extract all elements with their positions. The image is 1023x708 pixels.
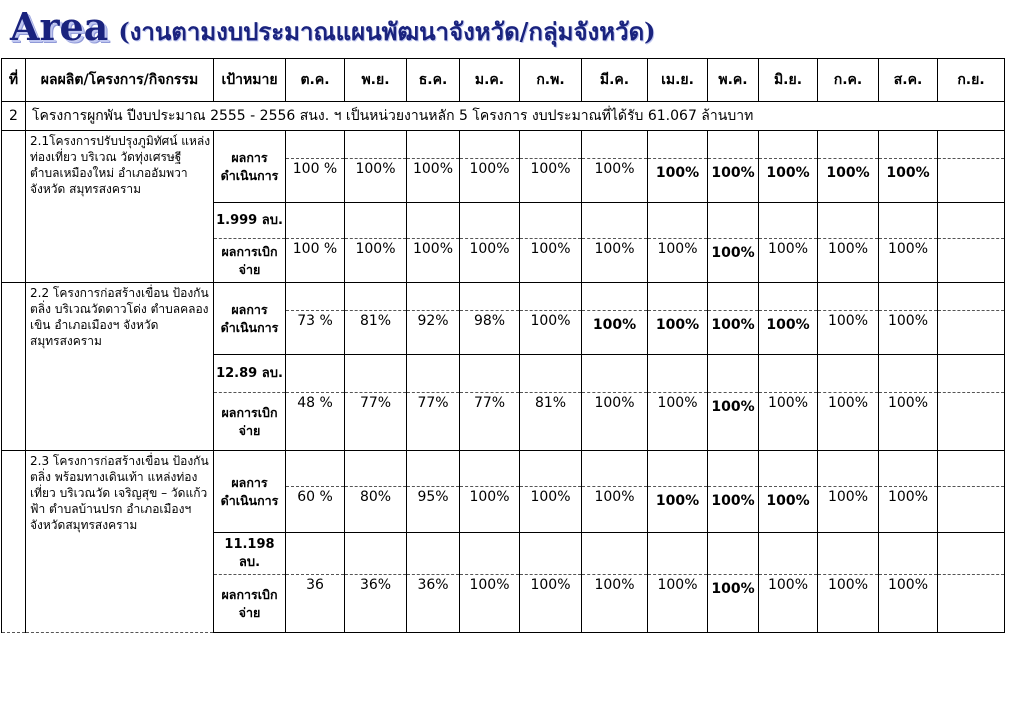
performance-value: 100% bbox=[648, 487, 708, 533]
disbursement-value: 100% bbox=[759, 575, 818, 633]
disbursement-value: 100% bbox=[879, 575, 938, 633]
header-target: เป้าหมาย bbox=[214, 59, 286, 102]
performance-value: 100% bbox=[879, 311, 938, 355]
performance-value bbox=[938, 311, 1005, 355]
header-month: ก.ย. bbox=[938, 59, 1005, 102]
month-cell bbox=[879, 451, 938, 487]
month-cell bbox=[648, 203, 708, 239]
disbursement-value: 100% bbox=[759, 393, 818, 451]
month-cell bbox=[759, 203, 818, 239]
performance-value: 100% bbox=[582, 159, 648, 203]
month-cell bbox=[879, 203, 938, 239]
disbursement-value: 100% bbox=[818, 575, 879, 633]
month-cell bbox=[520, 451, 582, 487]
performance-value: 100% bbox=[520, 487, 582, 533]
performance-value: 100% bbox=[648, 159, 708, 203]
header-output: ผลผลิต/โครงการ/กิจกรรม bbox=[26, 59, 214, 102]
disbursement-value: 36 bbox=[286, 575, 345, 633]
performance-value: 73 % bbox=[286, 311, 345, 355]
month-cell bbox=[818, 203, 879, 239]
month-cell bbox=[818, 451, 879, 487]
month-cell bbox=[879, 355, 938, 393]
program-row bbox=[2, 102, 1005, 131]
month-cell bbox=[648, 355, 708, 393]
project-performance-top-row bbox=[2, 451, 1005, 487]
month-cell bbox=[879, 283, 938, 311]
month-cell bbox=[460, 131, 520, 159]
header-month: ก.พ. bbox=[520, 59, 582, 102]
header-month: มิ.ย. bbox=[759, 59, 818, 102]
disbursement-value: 100% bbox=[460, 239, 520, 283]
disbursement-label: ผลการเบิกจ่าย bbox=[214, 239, 286, 283]
month-cell bbox=[759, 451, 818, 487]
performance-value: 100% bbox=[345, 159, 407, 203]
disbursement-value: 100% bbox=[708, 239, 759, 283]
month-cell bbox=[582, 451, 648, 487]
project-name: 2.3 โครงการก่อสร้างเขื่อน ป้องกันตลิ่ง พร้อมทางเดินเท้า แหล่งท่องเที่ยว บริเวณวัด เจริญสุข – วัดแก้วฟ้า ตำบลบ้านปรก อำเภอเมืองฯ จังหวัดสมุทรสงคราม bbox=[26, 451, 214, 633]
program-no: 2 bbox=[2, 102, 26, 131]
header-no: ที่ bbox=[2, 59, 26, 102]
month-cell bbox=[407, 533, 460, 575]
performance-value: 100% bbox=[708, 159, 759, 203]
disbursement-value: 100% bbox=[648, 575, 708, 633]
month-cell bbox=[708, 451, 759, 487]
month-cell bbox=[582, 131, 648, 159]
performance-value: 100% bbox=[520, 159, 582, 203]
disbursement-value bbox=[938, 575, 1005, 633]
disbursement-value: 100% bbox=[759, 239, 818, 283]
budget-value: 1.999 ลบ. bbox=[214, 203, 286, 239]
month-cell bbox=[938, 131, 1005, 159]
performance-value: 100% bbox=[520, 311, 582, 355]
performance-value: 100% bbox=[708, 311, 759, 355]
month-cell bbox=[648, 131, 708, 159]
month-cell bbox=[818, 283, 879, 311]
project-row-no bbox=[2, 131, 26, 283]
header-month: มี.ค. bbox=[582, 59, 648, 102]
disbursement-value: 77% bbox=[460, 393, 520, 451]
disbursement-value: 36% bbox=[407, 575, 460, 633]
performance-value: 100% bbox=[818, 311, 879, 355]
month-cell bbox=[582, 355, 648, 393]
month-cell bbox=[879, 533, 938, 575]
header-month: ก.ค. bbox=[818, 59, 879, 102]
disbursement-value: 100% bbox=[879, 239, 938, 283]
project-row-no bbox=[2, 283, 26, 451]
disbursement-value: 100% bbox=[345, 239, 407, 283]
performance-value: 92% bbox=[407, 311, 460, 355]
disbursement-value: 100% bbox=[879, 393, 938, 451]
performance-value: 60 % bbox=[286, 487, 345, 533]
performance-value: 100% bbox=[879, 487, 938, 533]
month-cell bbox=[879, 131, 938, 159]
month-cell bbox=[759, 533, 818, 575]
disbursement-value: 48 % bbox=[286, 393, 345, 451]
month-cell bbox=[818, 131, 879, 159]
month-cell bbox=[759, 355, 818, 393]
disbursement-value: 100% bbox=[520, 239, 582, 283]
month-cell bbox=[345, 131, 407, 159]
month-cell bbox=[938, 203, 1005, 239]
month-cell bbox=[286, 533, 345, 575]
month-cell bbox=[708, 131, 759, 159]
disbursement-value: 36% bbox=[345, 575, 407, 633]
header-month: ส.ค. bbox=[879, 59, 938, 102]
performance-value: 100% bbox=[759, 487, 818, 533]
month-cell bbox=[520, 203, 582, 239]
page-title bbox=[10, 4, 656, 52]
month-cell bbox=[520, 283, 582, 311]
month-cell bbox=[345, 533, 407, 575]
performance-value: 100% bbox=[708, 487, 759, 533]
month-cell bbox=[460, 533, 520, 575]
month-cell bbox=[460, 451, 520, 487]
month-cell bbox=[582, 283, 648, 311]
disbursement-value bbox=[938, 239, 1005, 283]
disbursement-value: 100 % bbox=[286, 239, 345, 283]
month-cell bbox=[648, 451, 708, 487]
project-name: 2.1โครงการปรับปรุงภูมิทัศน์ แหล่งท่องเที่ยว บริเวณ วัดทุ่งเศรษฐี ตำบลเหมืองใหม่ อำเภออัมพวา จังหวัด สมุทรสงคราม bbox=[26, 131, 214, 283]
project-row-no bbox=[2, 451, 26, 633]
performance-value: 81% bbox=[345, 311, 407, 355]
disbursement-label: ผลการเบิกจ่าย bbox=[214, 393, 286, 451]
month-cell bbox=[345, 451, 407, 487]
disbursement-value bbox=[938, 393, 1005, 451]
month-cell bbox=[708, 533, 759, 575]
disbursement-value: 77% bbox=[407, 393, 460, 451]
month-cell bbox=[520, 131, 582, 159]
progress-table bbox=[1, 58, 1005, 633]
performance-label: ผลการดำเนินการ bbox=[214, 131, 286, 203]
month-cell bbox=[818, 533, 879, 575]
month-cell bbox=[708, 203, 759, 239]
month-cell bbox=[818, 355, 879, 393]
disbursement-value: 100% bbox=[708, 393, 759, 451]
performance-value: 100 % bbox=[286, 159, 345, 203]
disbursement-value: 100% bbox=[818, 239, 879, 283]
disbursement-value: 100% bbox=[582, 393, 648, 451]
performance-label: ผลการดำเนินการ bbox=[214, 451, 286, 533]
month-cell bbox=[460, 203, 520, 239]
performance-value: 100% bbox=[759, 311, 818, 355]
title-main: Area bbox=[10, 4, 109, 49]
disbursement-label: ผลการเบิกจ่าย bbox=[214, 575, 286, 633]
month-cell bbox=[286, 355, 345, 393]
budget-value: 12.89 ลบ. bbox=[214, 355, 286, 393]
performance-value bbox=[938, 487, 1005, 533]
header-month: ม.ค. bbox=[460, 59, 520, 102]
disbursement-value: 100% bbox=[708, 575, 759, 633]
month-cell bbox=[582, 533, 648, 575]
performance-value: 100% bbox=[582, 487, 648, 533]
project-performance-top-row bbox=[2, 283, 1005, 311]
program-description: โครงการผูกพัน ปีงบประมาณ 2555 - 2556 สนง. ฯ เป็นหน่วยงานหลัก 5 โครงการ งบประมาณที่ได้รับ 61.067 ล้านบาท bbox=[26, 102, 1005, 131]
disbursement-value: 77% bbox=[345, 393, 407, 451]
disbursement-value: 100% bbox=[818, 393, 879, 451]
month-cell bbox=[286, 203, 345, 239]
month-cell bbox=[582, 203, 648, 239]
month-cell bbox=[286, 451, 345, 487]
project-performance-top-row bbox=[2, 131, 1005, 159]
disbursement-value: 81% bbox=[520, 393, 582, 451]
month-cell bbox=[407, 203, 460, 239]
header-month: ธ.ค. bbox=[407, 59, 460, 102]
header-month: เม.ย. bbox=[648, 59, 708, 102]
month-cell bbox=[520, 355, 582, 393]
header-row bbox=[2, 59, 1005, 102]
disbursement-value: 100% bbox=[648, 393, 708, 451]
performance-value: 80% bbox=[345, 487, 407, 533]
month-cell bbox=[759, 131, 818, 159]
disbursement-value: 100% bbox=[520, 575, 582, 633]
header-month: ต.ค. bbox=[286, 59, 345, 102]
performance-value: 100% bbox=[818, 159, 879, 203]
month-cell bbox=[460, 283, 520, 311]
header-month: พ.ค. bbox=[708, 59, 759, 102]
month-cell bbox=[759, 283, 818, 311]
month-cell bbox=[407, 355, 460, 393]
performance-value bbox=[938, 159, 1005, 203]
performance-value: 100% bbox=[582, 311, 648, 355]
month-cell bbox=[708, 355, 759, 393]
month-cell bbox=[286, 283, 345, 311]
performance-value: 100% bbox=[460, 159, 520, 203]
month-cell bbox=[648, 533, 708, 575]
month-cell bbox=[407, 131, 460, 159]
performance-value: 100% bbox=[648, 311, 708, 355]
performance-value: 95% bbox=[407, 487, 460, 533]
month-cell bbox=[345, 283, 407, 311]
month-cell bbox=[520, 533, 582, 575]
month-cell bbox=[938, 451, 1005, 487]
disbursement-value: 100% bbox=[582, 575, 648, 633]
performance-value: 100% bbox=[407, 159, 460, 203]
month-cell bbox=[407, 451, 460, 487]
performance-value: 100% bbox=[879, 159, 938, 203]
month-cell bbox=[938, 283, 1005, 311]
performance-value: 100% bbox=[759, 159, 818, 203]
month-cell bbox=[648, 283, 708, 311]
disbursement-value: 100% bbox=[582, 239, 648, 283]
month-cell bbox=[938, 533, 1005, 575]
project-name: 2.2 โครงการก่อสร้างเขื่อน ป้องกันตลิ่ง บริเวณวัดดาวโด่ง ตำบลคลองเขิน อำเภอเมืองฯ จังหวัดสมุทรสงคราม bbox=[26, 283, 214, 451]
budget-value: 11.198 ลบ. bbox=[214, 533, 286, 575]
disbursement-value: 100% bbox=[407, 239, 460, 283]
performance-value: 100% bbox=[818, 487, 879, 533]
disbursement-value: 100% bbox=[460, 575, 520, 633]
month-cell bbox=[345, 355, 407, 393]
month-cell bbox=[407, 283, 460, 311]
disbursement-value: 100% bbox=[648, 239, 708, 283]
performance-label: ผลการดำเนินการ bbox=[214, 283, 286, 355]
title-subtitle: (งานตามงบประมาณแผนพัฒนาจังหวัด/กลุ่มจังหวัด) bbox=[118, 17, 656, 46]
month-cell bbox=[708, 283, 759, 311]
performance-value: 98% bbox=[460, 311, 520, 355]
month-cell bbox=[286, 131, 345, 159]
month-cell bbox=[345, 203, 407, 239]
month-cell bbox=[460, 355, 520, 393]
performance-value: 100% bbox=[460, 487, 520, 533]
month-cell bbox=[938, 355, 1005, 393]
header-month: พ.ย. bbox=[345, 59, 407, 102]
